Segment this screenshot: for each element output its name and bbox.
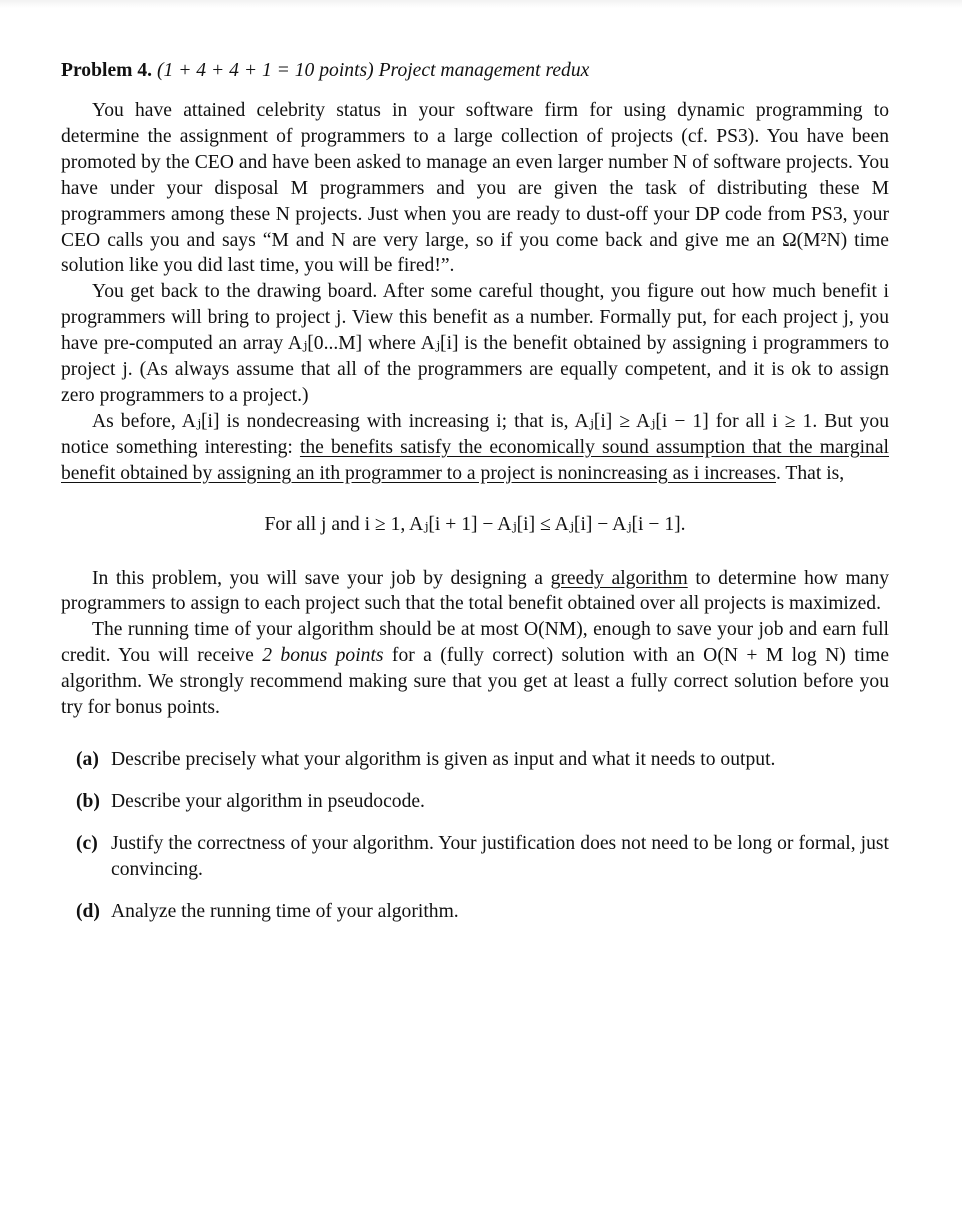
- sub-question-text: Justify the correctness of your algorithm. Your justification does not need to be long or formal, just convincing.: [111, 832, 889, 880]
- display-inequality: For all j and i ≥ 1, Aⱼ[i + 1] − Aⱼ[i] ≤ Aⱼ[i] − Aⱼ[i − 1].: [264, 513, 686, 535]
- problem-heading: [61, 58, 889, 84]
- underlined-greedy-algorithm: greedy algorithm: [550, 567, 688, 589]
- bonus-points-emphasis: 2 bonus points: [262, 645, 384, 667]
- paragraph-running-time-start: The running time of your algorithm should be at most O(NM), enough to save your job and earn full credit. You will receive: [61, 619, 889, 667]
- sub-questions-list: [61, 747, 889, 925]
- paragraph-running-time-end: for a (fully correct) solution with an O(N + M log N) time algorithm. We strongly recommend making sure that you get at least a fully correct solution before you try for bonus points.: [61, 645, 890, 719]
- sub-question-label: (d): [76, 900, 100, 922]
- sub-question-label: (c): [76, 832, 98, 854]
- problem-label: Problem 4.: [61, 60, 153, 81]
- paragraph-intro: You have attained celebrity status in your software firm for using dynamic programming to determine the assignment of programmers to a large collection of projects (cf. PS3). You have been promoted by the CEO and have been asked to manage an even larger number N of software projects. You have under your disposal M programmers and you are given the task of distributing these M programmers among these N projects. Just when you are ready to dust-off your DP code from PS3, your CEO calls you and says “M and N are very large, so if you come back and give me an Ω(M²N) time solution like you did last time, you will be fired!”.: [61, 100, 889, 277]
- paragraph-task: [61, 566, 889, 618]
- sub-question-label: (a): [76, 748, 99, 770]
- underlined-assumption: the benefits satisfy the economically sound assumption that the marginal benefit obtained by assigning an ith programmer to a project is nonincreasing as i increases: [61, 436, 889, 484]
- paragraph-task-start: In this problem, you will save your job by designing a: [92, 567, 551, 589]
- paragraph-marginal-benefit-start: As before, Aⱼ[i] is nondecreasing with increasing i; that is, Aⱼ[i] ≥ Aⱼ[i − 1] for all i ≥ 1. But you notice something interesting:: [61, 410, 889, 458]
- page-top-edge: [0, 0, 962, 8]
- problem-points-title: (1 + 4 + 4 + 1 = 10 points) Project management redux: [156, 60, 590, 81]
- sub-question-text: Describe your algorithm in pseudocode.: [111, 790, 425, 812]
- problem-document: [61, 58, 889, 940]
- paragraph-running-time: [61, 617, 889, 721]
- paragraph-marginal-benefit-end: . That is,: [775, 462, 845, 484]
- paragraph-task-end: to determine how many programmers to assign to each project such that the total benefit obtained over all projects is maximized.: [61, 567, 889, 615]
- sub-question-text: Analyze the running time of your algorithm.: [111, 900, 459, 922]
- sub-question-b: [76, 789, 889, 815]
- sub-question-label: (b): [76, 790, 100, 812]
- paragraph-marginal-benefit: [61, 409, 889, 487]
- sub-question-a: [76, 747, 889, 773]
- sub-question-d: [76, 899, 889, 925]
- sub-question-c: [76, 831, 889, 883]
- sub-question-text: Describe precisely what your algorithm is given as input and what it needs to output.: [111, 748, 776, 770]
- paragraph-benefit-array: You get back to the drawing board. After some careful thought, you figure out how much benefit i programmers will bring to project j. View this benefit as a number. Formally put, for each project j, you have pre-computed an array Aⱼ[0...M] where Aⱼ[i] is the benefit obtained by assigning i programmers to project j. (As always assume that all of the programmers are equally competent, and it is ok to assign zero programmers to a project.): [61, 281, 889, 406]
